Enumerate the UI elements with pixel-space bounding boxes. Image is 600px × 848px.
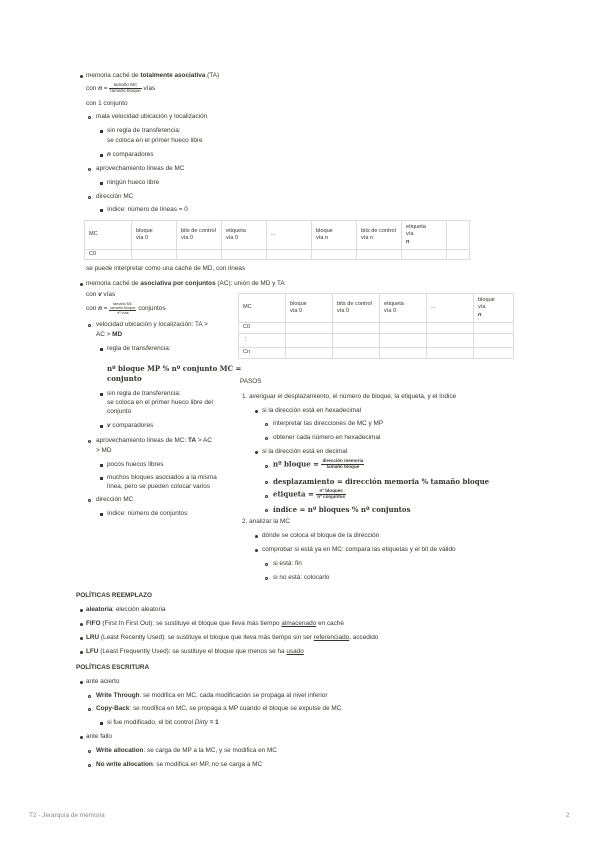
ta-comparators: n comparadores — [107, 151, 154, 158]
ta-formula: con n = $\frac{\text{tamaño MC}}{\text{tamaño bloque}}$ vías — [86, 82, 156, 93]
bullet — [80, 623, 83, 626]
ac-speed-b: AC > MD — [96, 331, 123, 338]
table-header-cell: bloque vía 0 — [286, 294, 333, 323]
write-copy-back: Copy-Back: se modifica en MC, se propaga a MP cuando el bloque se expulse de MC — [96, 705, 342, 712]
ac-few-holes: pocos huecos libres — [107, 461, 164, 468]
ac-comparators: v comparadores — [107, 422, 154, 429]
table-cell: Cn — [239, 348, 286, 359]
bullet — [265, 495, 268, 498]
bullet — [255, 451, 258, 454]
bullet — [100, 182, 103, 185]
step-2b: comprobar si está ya en MC: compara las etiquetas y el bit de válido — [262, 546, 456, 553]
table-header-cell: MC — [239, 294, 286, 323]
bullet — [265, 423, 268, 426]
bullet — [80, 75, 83, 78]
ac-usage-a: aprovechamiento líneas de MC: TA > AC — [96, 437, 212, 444]
step-hex-a: interpretar las direcciones de MC y MP — [273, 420, 384, 427]
bullet — [265, 437, 268, 440]
page-number: 2 — [566, 812, 570, 819]
bullet — [88, 764, 91, 767]
footer-title: T2 - Jerarquía de memoria — [29, 812, 105, 819]
ta-one-set: con 1 conjunto — [86, 100, 128, 107]
ac-table — [238, 293, 514, 359]
bullet — [88, 499, 91, 502]
table-header-cell: bloque vía n — [474, 294, 514, 323]
ac-vias: con v vías — [86, 291, 116, 298]
step-2b1: si está: fin — [273, 560, 302, 567]
ac-speed-a: velocidad ubicación y localización: TA > — [96, 321, 208, 328]
step-hex-b: obtener cada número en hexadecimal — [273, 434, 381, 441]
policy-lru: LRU (Least Recently Used): se sustituye el bloque que lleva más tiempo sin ser referenciado, accedido — [86, 634, 379, 641]
ac-title: memoria caché de asociativa por conjuntos (AC): unión de MD y TA — [86, 280, 285, 287]
table-header-cell: etiqueta vía 0 — [380, 294, 427, 323]
table-header-cell: ... — [267, 221, 312, 250]
table-header-cell: bits de control vía 0 — [333, 294, 380, 323]
bullet — [88, 440, 91, 443]
table-header-cell: ... — [427, 294, 474, 323]
bullet — [88, 168, 91, 171]
formula-offset: desplazamiento = dirección memoria % tamaño bloque — [273, 477, 490, 486]
ac-many-b: línea, pero se pueden colocar varios — [107, 483, 211, 490]
bullet — [265, 577, 268, 580]
bullet — [100, 393, 103, 396]
bullet — [265, 563, 268, 566]
ta-no-holes: ningún hueco libre — [107, 179, 160, 186]
bullet — [80, 637, 83, 640]
ta-title: memoria caché de totalmente asociativa (TA) — [86, 72, 220, 79]
table-cell: C0 — [239, 323, 286, 334]
ac-formula: con n = tamaño MC tamaño bloque nº vías conjuntos — [86, 302, 166, 315]
bullet — [88, 324, 91, 327]
ta-no-rule: sin regla de transferencia: — [107, 127, 181, 134]
bullet — [80, 681, 83, 684]
bullet — [265, 465, 268, 468]
replacement-title: POLÍTICAS REEMPLAZO — [76, 592, 152, 599]
ac-rule-formula-b: conjunto — [107, 374, 142, 383]
write-miss: ante fallo — [86, 733, 112, 740]
ta-dir-mc: dirección MC — [96, 193, 134, 200]
step-2a: dónde se coloca el bloque de la dirección — [262, 532, 380, 539]
policy-fifo: FIFO (First In First Out): se sustituye el bloque que lleva más tiempo almacenado en caché — [86, 620, 344, 627]
step-2b2: si no está: colocarlo — [273, 574, 330, 581]
ta-first-free: se coloca en el primer hueco libre — [107, 137, 203, 144]
table-header-cell: MC — [85, 221, 132, 250]
ac-no-rule-b: se coloca en el primer hueco libre del — [107, 399, 213, 406]
table-cell: ⋮ — [239, 334, 286, 348]
ac-no-rule-c: conjunto — [107, 408, 132, 415]
bullet — [88, 116, 91, 119]
bullet — [100, 722, 103, 725]
bullet — [80, 283, 83, 286]
bullet — [80, 609, 83, 612]
policy-random: aleatoria: elección aleatoria — [86, 606, 166, 613]
bullet — [88, 750, 91, 753]
no-write-allocation: No write allocation: se modifica en MP, no se carga a MC — [96, 761, 263, 768]
write-title: POLÍTICAS ESCRITURA — [76, 664, 150, 671]
bullet — [80, 736, 83, 739]
write-hit: ante acierto — [86, 678, 120, 685]
step-hex: si la dirección está en hexadecimal — [262, 407, 362, 414]
ac-rule: regla de transferencia: — [107, 345, 171, 352]
bullet — [100, 513, 103, 516]
bullet — [255, 549, 258, 552]
bullet — [88, 708, 91, 711]
ta-usage: aprovechamiento líneas de MC — [96, 165, 185, 172]
bullet — [88, 196, 91, 199]
table-header-cell: etiqueta vía n — [402, 221, 447, 250]
write-allocation: Write allocation: se carga de MP a la MC, y se modifica en MC — [96, 747, 277, 754]
bullet — [255, 535, 258, 538]
formula-block: nº bloque = $\frac{\text{dirección memoria}}{\text{tamaño bloque}}$ — [273, 458, 364, 469]
ta-speed: mala velocidad ubicación y localización — [96, 113, 208, 120]
bullet — [100, 425, 103, 428]
table-header-cell: bloque vía n — [312, 221, 357, 250]
bullet — [80, 651, 83, 654]
bullet — [100, 464, 103, 467]
ac-index: índice: número de conjuntos — [107, 510, 188, 517]
bullet — [100, 209, 103, 212]
policy-lfu: LFU (Least Frequently Used): se sustituye el bloque que menos se ha usado — [86, 648, 304, 655]
steps-title: PASOS — [240, 378, 262, 385]
formula-index: índice = nº bloques % nº conjuntos — [273, 505, 411, 514]
ac-no-rule-a: sin regla de transferencia: — [107, 390, 181, 397]
write-through: Write Through: se modifica en MC, cada modificación se propaga al nivel inferior — [96, 692, 328, 699]
table-header-cell: bits de control vía 0 — [177, 221, 222, 250]
write-dirty: si fue modificado, el bit control Dirty = 1 — [107, 719, 219, 726]
formula-tag: etiqueta = $\frac{\text{nº bloques}}{\text{nº conjuntos}}$ — [273, 488, 346, 499]
ac-many-a: muchos bloques asociados a la misma — [107, 474, 217, 481]
step-dec: si la dirección está en decimal — [262, 448, 348, 455]
ta-index: índice: número de líneas = 0 — [107, 206, 188, 213]
table-header-cell: bits de control vía n — [357, 221, 402, 250]
ta-table — [84, 220, 470, 260]
ta-note: se puede interpretar como una caché de MD, con líneas — [86, 265, 246, 272]
bullet — [100, 154, 103, 157]
bullet — [100, 477, 103, 480]
bullet — [255, 410, 258, 413]
bullet — [88, 695, 91, 698]
bullet — [100, 348, 103, 351]
ac-dir-mc: dirección MC — [96, 496, 134, 503]
bullet — [100, 130, 103, 133]
ac-usage-b: > MD — [96, 447, 112, 454]
table-header-cell: etiqueta vía 0 — [222, 221, 267, 250]
bullet — [265, 509, 268, 512]
ac-rule-formula-a: nº bloque MP % nº conjunto MC = — [107, 364, 242, 373]
step-1: 1. averiguar el desplazamiento, el número de bloque, la etiqueta, y el índice — [242, 393, 457, 400]
table-header-cell: bloque vía 0 — [132, 221, 177, 250]
step-2: 2. analizar la MC — [242, 518, 290, 525]
bullet — [265, 481, 268, 484]
table-cell: C0 — [85, 250, 132, 260]
